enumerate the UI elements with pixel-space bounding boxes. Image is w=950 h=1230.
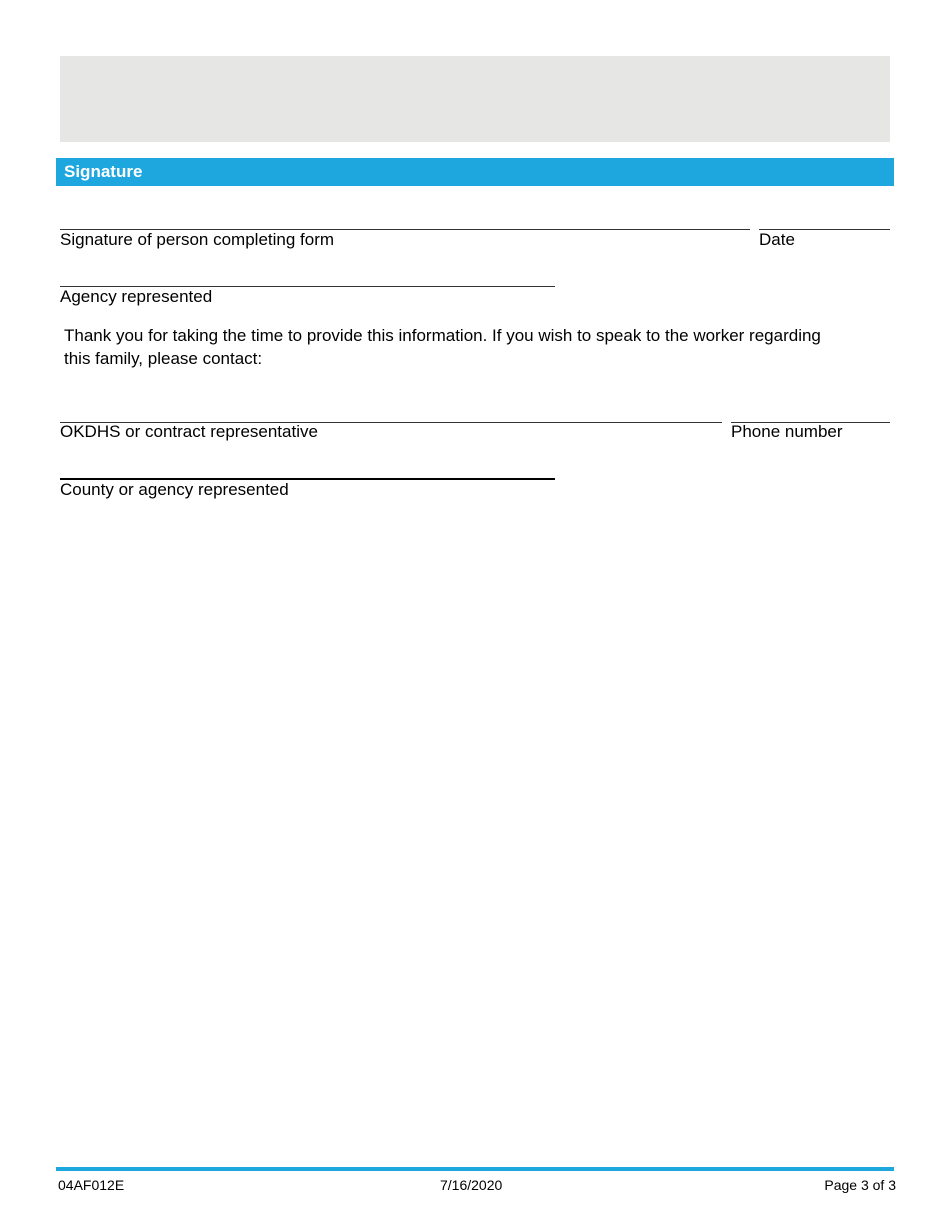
footer-date: 7/16/2020 [440,1177,503,1193]
agency-label: Agency represented [60,287,213,306]
footer-form-number: 04AF012E [58,1177,125,1193]
county-label: County or agency represented [60,480,289,499]
date-label: Date [759,230,795,249]
header-shaded-box [60,56,890,142]
signature-section-header [56,158,894,186]
phone-label: Phone number [731,422,843,441]
footer-rule [56,1167,894,1171]
section-title: Signature [64,162,143,181]
signature-label: Signature of person completing form [60,230,335,249]
contact-message: Thank you for taking the time to provide this information. If you wish to speak to the worker regarding this family, please contact: [64,326,821,368]
footer-page-number: Page 3 of 3 [824,1177,896,1193]
representative-label: OKDHS or contract representative [60,422,318,441]
